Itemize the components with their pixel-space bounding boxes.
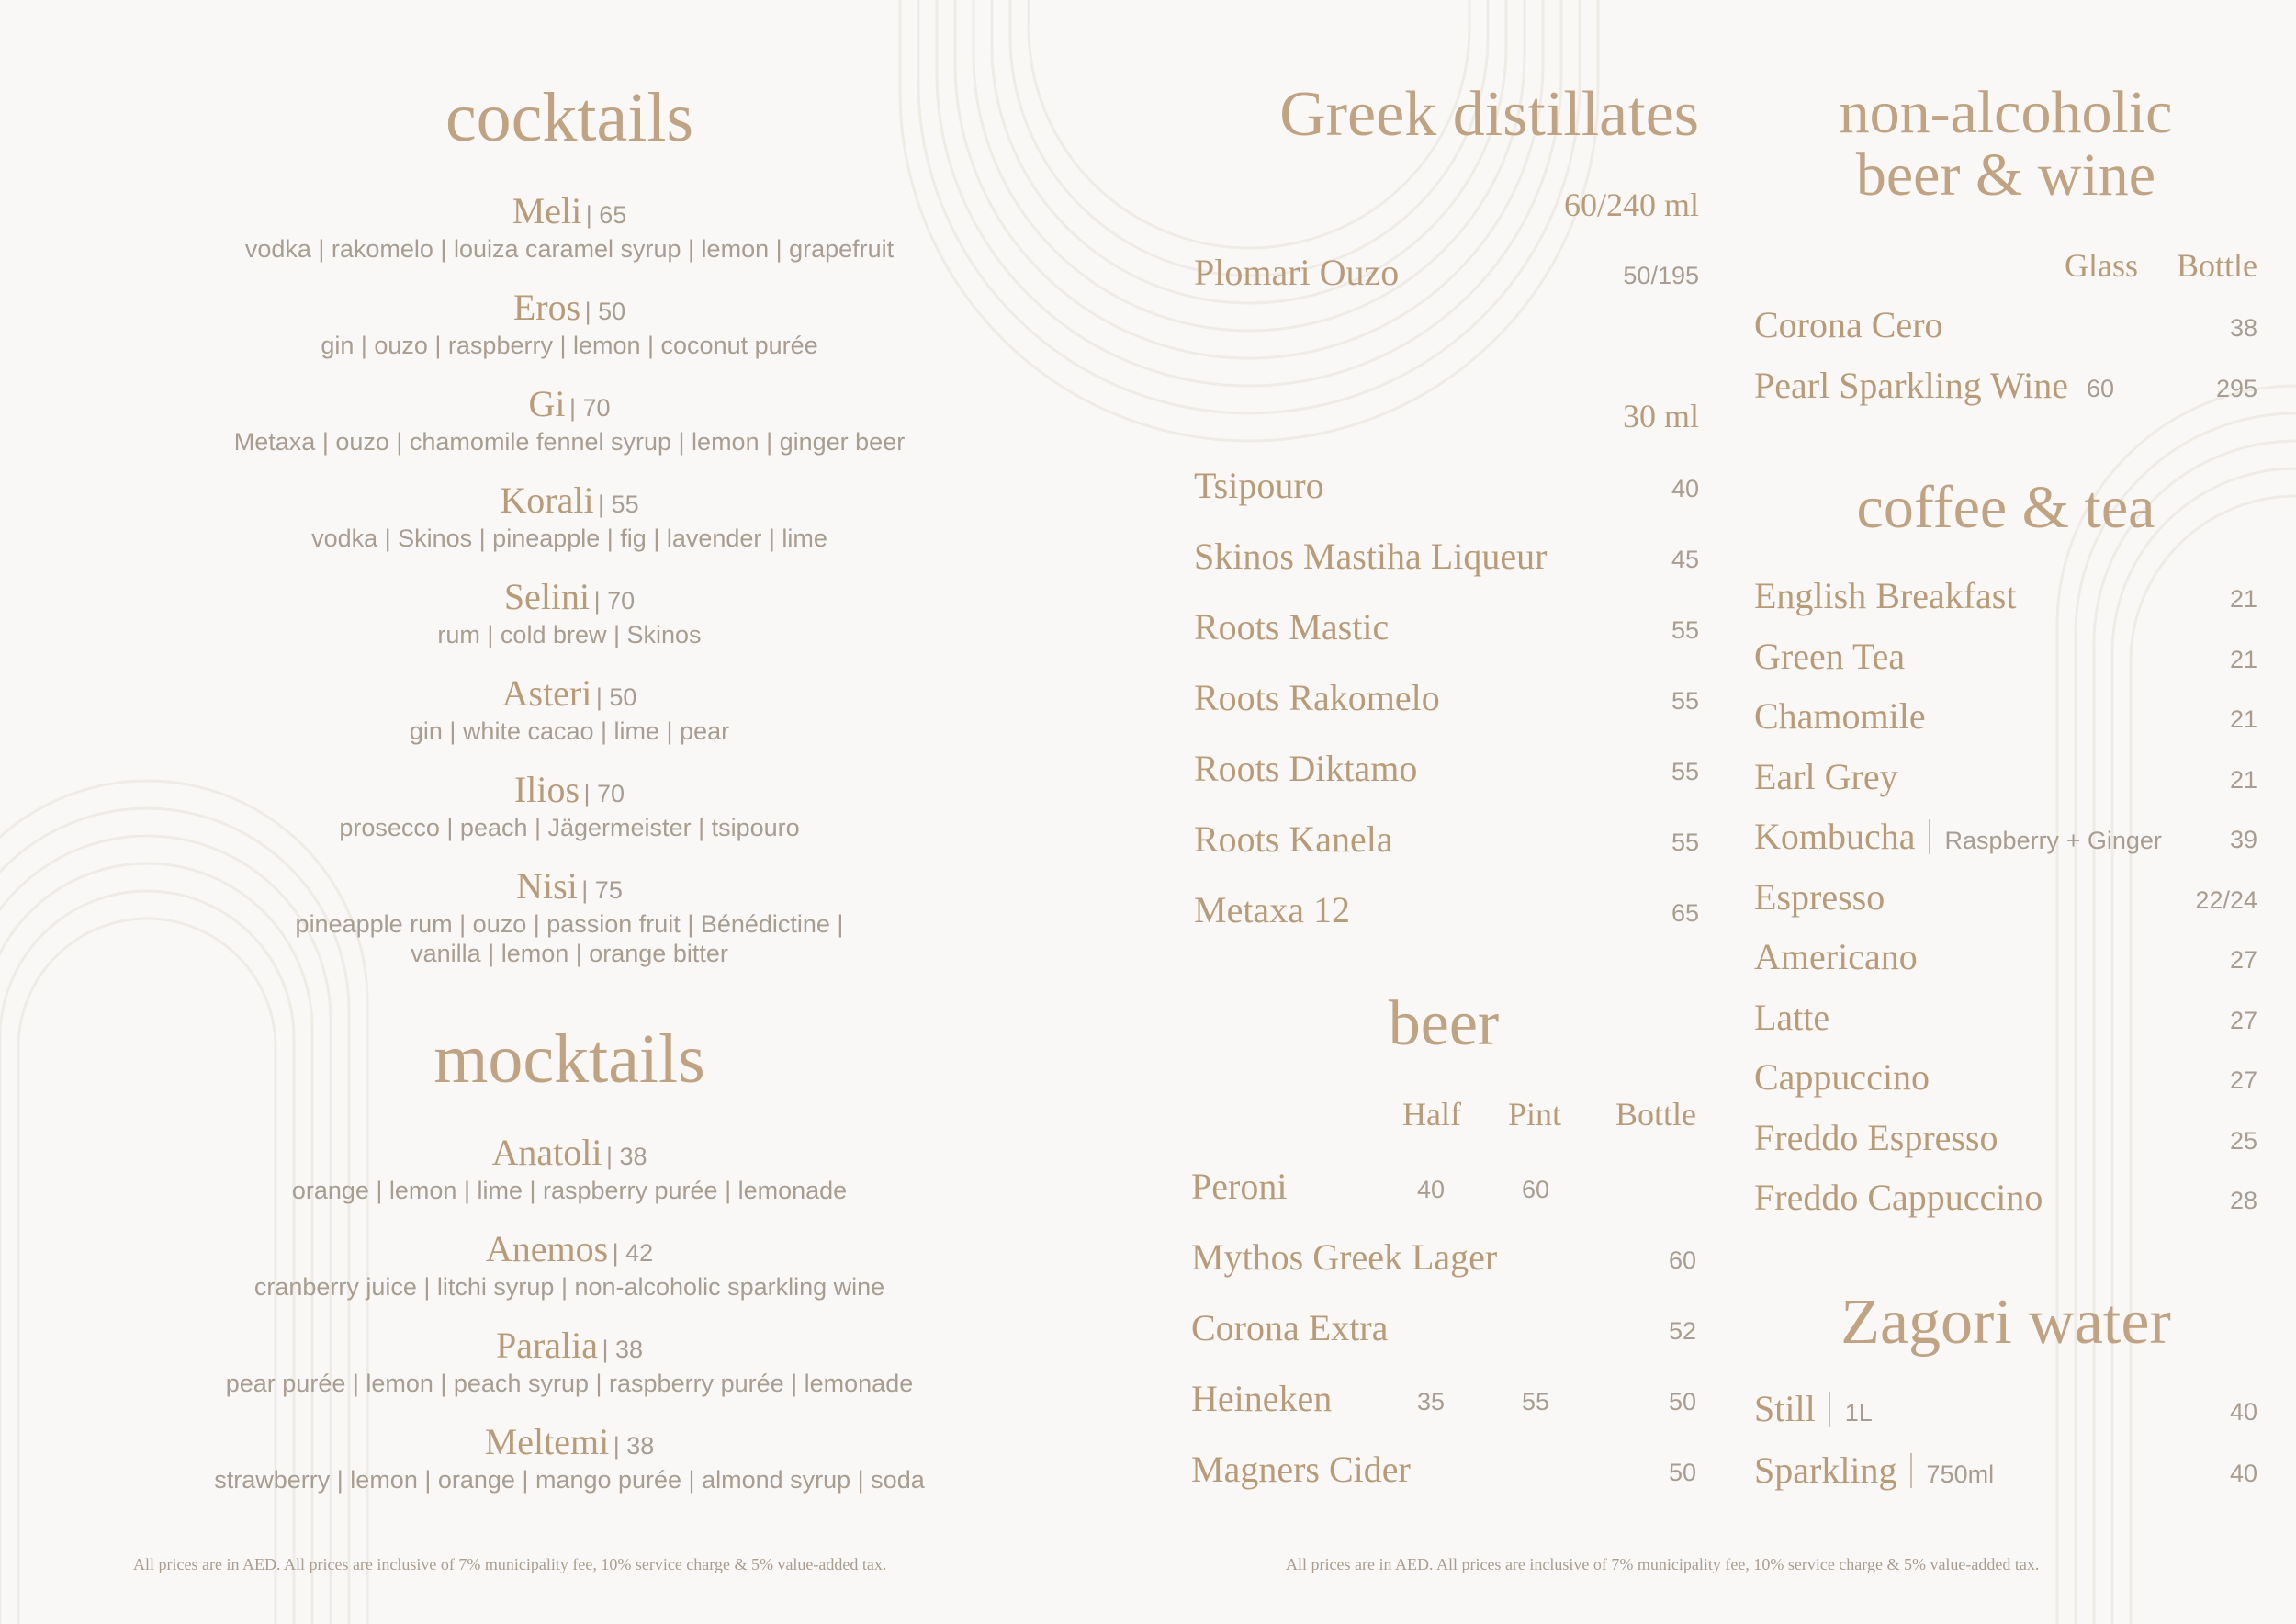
item-name: Korali xyxy=(500,479,594,521)
item-name-wrap xyxy=(1754,574,2017,617)
item-name-wrap xyxy=(1754,1387,1873,1430)
menu-item xyxy=(129,768,1010,842)
item-description-line2: vanilla | lemon | orange bitter xyxy=(411,940,728,967)
item-name: Peroni xyxy=(1191,1166,1288,1207)
item-price: | 42 xyxy=(612,1239,654,1267)
menu-row xyxy=(1754,1055,2257,1101)
item-name: Pearl Sparkling Wine xyxy=(1754,365,2069,406)
water-section xyxy=(1754,1287,2257,1511)
item-note: 1L xyxy=(1844,1399,1873,1427)
item-note: Raspberry + Ginger xyxy=(1944,827,2162,854)
menu-item xyxy=(129,864,1010,968)
menu-row xyxy=(1194,818,1699,863)
menu-row xyxy=(1754,303,2257,349)
menu-row xyxy=(1191,1448,1696,1494)
item-name-wrap xyxy=(1754,935,1918,978)
item-name: Magners Cider xyxy=(1191,1449,1411,1490)
item-name: Freddo Cappuccino xyxy=(1754,1177,2043,1218)
menu-item xyxy=(129,1227,1010,1302)
footer-note-right: All prices are in AED. All prices are inclusive of 7% municipality fee, 10% service charge & 5% value-added tax. xyxy=(1286,1555,2040,1573)
item-price: 27 xyxy=(2229,1006,2257,1034)
item-name: Corona Extra xyxy=(1191,1307,1389,1348)
item-title-line xyxy=(129,1227,1010,1270)
item-price-half: 35 xyxy=(1417,1388,1446,1415)
footer-note-left: All prices are in AED. All prices are inclusive of 7% municipality fee, 10% service charge & 5% value-added tax. xyxy=(133,1555,887,1573)
item-name: Earl Grey xyxy=(1754,755,1898,797)
item-price: | 75 xyxy=(581,876,623,904)
item-description: orange | lemon | lime | raspberry purée | lemonade xyxy=(291,1177,848,1204)
menu-row xyxy=(1754,815,2257,861)
size-header-30: 30 ml xyxy=(1622,398,1699,434)
item-name: Ilios xyxy=(513,769,580,810)
cocktails-list xyxy=(129,189,1010,968)
item-price: 55 xyxy=(1671,687,1699,715)
item-price: 55 xyxy=(1671,758,1699,785)
menu-item xyxy=(129,382,1010,457)
item-price-bottle: 60 xyxy=(1668,1246,1696,1274)
item-name: Corona Cero xyxy=(1754,304,1943,345)
item-title-line xyxy=(129,671,1010,715)
item-name: English Breakfast xyxy=(1754,575,2017,616)
item-description: pear purée | lemon | peach syrup | raspberry purée | lemonade xyxy=(225,1370,914,1397)
item-price: 65 xyxy=(1671,899,1699,927)
beer-header-pint: Pint xyxy=(1508,1096,1562,1133)
item-name: Plomari Ouzo xyxy=(1194,252,1400,293)
item-name: Nisi xyxy=(516,865,578,907)
item-price: 55 xyxy=(1671,829,1699,856)
menu-row xyxy=(1194,251,1699,297)
beer-header-bottle: Bottle xyxy=(1615,1096,1696,1133)
item-title-line xyxy=(129,768,1010,811)
greek-distillates-title: Greek distillates xyxy=(1279,79,1699,150)
menu-row xyxy=(1194,464,1699,510)
item-name: Roots Kanela xyxy=(1194,818,1393,860)
item-price: | 70 xyxy=(593,587,636,615)
menu-row xyxy=(1191,1377,1696,1423)
item-price: 28 xyxy=(2229,1187,2257,1214)
item-name: Anatoli xyxy=(491,1132,602,1173)
item-price: 21 xyxy=(2229,765,2257,794)
separator-bar xyxy=(1910,1453,1912,1488)
non-alcoholic-section xyxy=(1754,79,2257,413)
item-price-bottle: 295 xyxy=(2215,375,2257,402)
item-title-line xyxy=(129,286,1010,329)
coffee-tea-title: coffee & tea xyxy=(1856,474,2155,541)
item-price: | 65 xyxy=(585,201,627,229)
menu-row xyxy=(1191,1165,1696,1211)
menu-row xyxy=(1194,676,1699,722)
item-name-wrap xyxy=(1754,1449,1994,1492)
cocktails-section xyxy=(129,0,1010,990)
item-name: Americano xyxy=(1754,936,1918,977)
item-title-line xyxy=(129,479,1010,522)
item-name: Tsipouro xyxy=(1194,465,1324,506)
item-price: | 70 xyxy=(568,394,611,422)
menu-row xyxy=(1754,364,2257,410)
item-name: Asteri xyxy=(501,672,592,714)
item-price: 50/195 xyxy=(1623,262,1699,289)
size-header-60-240: 60/240 ml xyxy=(1563,186,1699,223)
separator-bar xyxy=(1829,1392,1830,1427)
item-price: | 38 xyxy=(613,1432,655,1460)
item-name-wrap xyxy=(1754,1176,2043,1219)
item-price: | 50 xyxy=(595,683,637,711)
item-name: Espresso xyxy=(1754,875,1885,918)
menu-item xyxy=(129,479,1010,553)
item-name-wrap xyxy=(1754,996,1829,1039)
menu-item xyxy=(129,286,1010,360)
item-name: Mythos Greek Lager xyxy=(1191,1236,1498,1278)
menu-row xyxy=(1754,755,2257,801)
item-title-line xyxy=(129,1420,1010,1463)
menu-row xyxy=(1754,1387,2257,1433)
item-name-wrap xyxy=(1754,815,2162,858)
item-price: 40 xyxy=(1671,475,1699,502)
item-price: 45 xyxy=(1671,546,1699,573)
item-name: Anemos xyxy=(485,1228,609,1269)
item-price: | 55 xyxy=(598,491,639,518)
item-price: | 38 xyxy=(605,1143,647,1170)
menu-item xyxy=(129,1420,1010,1494)
water-title: Zagori water xyxy=(1840,1287,2171,1358)
item-price: | 70 xyxy=(583,780,625,807)
item-description: gin | ouzo | raspberry | lemon | coconut purée xyxy=(321,332,818,359)
menu-row xyxy=(1754,1116,2257,1162)
non-alcoholic-title-line1: non-alcoholic xyxy=(1839,79,2173,146)
greek-distillates-section xyxy=(1194,79,1699,946)
item-price: 40 xyxy=(2229,1398,2257,1426)
cocktails-title: cocktails xyxy=(445,79,694,156)
item-name: Sparkling xyxy=(1754,1449,1897,1491)
menu-item xyxy=(129,575,1010,649)
menu-item xyxy=(129,1324,1010,1398)
item-description: prosecco | peach | Jägermeister | tsipouro xyxy=(339,814,800,841)
item-price-bottle: 50 xyxy=(1668,1388,1696,1415)
item-description: gin | white cacao | lime | pear xyxy=(409,717,730,745)
item-name: Selini xyxy=(503,576,591,617)
item-name: Gi xyxy=(528,383,566,424)
item-name: Paralia xyxy=(495,1325,599,1366)
item-name: Latte xyxy=(1754,996,1830,1038)
menu-row xyxy=(1191,1235,1696,1281)
item-price-half: 40 xyxy=(1417,1176,1446,1203)
menu-row xyxy=(1754,1449,2257,1494)
mocktails-section xyxy=(129,1021,1010,1517)
nonalc-header-glass: Glass xyxy=(2065,247,2138,284)
mocktails-list xyxy=(129,1131,1010,1494)
menu-row xyxy=(1194,888,1699,934)
item-description: cranberry juice | litchi syrup | non-alcoholic sparkling wine xyxy=(253,1273,885,1301)
item-price-bottle: 50 xyxy=(1668,1459,1696,1486)
item-description: Metaxa | ouzo | chamomile fennel syrup | lemon | ginger beer xyxy=(233,428,906,456)
item-name-wrap xyxy=(1754,635,1905,678)
menu-row xyxy=(1754,996,2257,1042)
item-name-wrap xyxy=(1754,875,1885,919)
menu-row xyxy=(1754,875,2257,921)
item-price: 40 xyxy=(2229,1460,2257,1487)
item-title-line xyxy=(129,382,1010,425)
item-description: strawberry | lemon | orange | mango purée | almond syrup | soda xyxy=(214,1466,925,1494)
item-name: Kombucha xyxy=(1754,816,1916,857)
item-name: Meli xyxy=(512,190,582,231)
item-description: vodka | rakomelo | louiza caramel syrup | lemon | grapefruit xyxy=(244,235,895,263)
item-title-line xyxy=(129,1324,1010,1367)
item-price: 39 xyxy=(2229,826,2257,853)
item-price-bottle: 52 xyxy=(1668,1317,1696,1345)
item-name: Roots Diktamo xyxy=(1194,748,1418,789)
item-price: 25 xyxy=(2229,1126,2257,1155)
item-name-wrap xyxy=(1754,1116,1998,1159)
menu-row xyxy=(1194,747,1699,793)
item-name: Chamomile xyxy=(1754,695,1926,737)
item-price: 55 xyxy=(1671,616,1699,644)
item-name: Eros xyxy=(512,287,581,328)
item-title-line xyxy=(129,864,1010,908)
item-name: Meltemi xyxy=(484,1421,610,1462)
item-name: Still xyxy=(1754,1388,1816,1429)
item-name-wrap xyxy=(1754,694,1926,738)
menu-row xyxy=(1194,535,1699,581)
item-price: 27 xyxy=(2229,946,2257,974)
menu-row xyxy=(1754,635,2257,681)
item-price-pint: 60 xyxy=(1522,1176,1550,1203)
item-price-pint: 55 xyxy=(1522,1388,1550,1415)
menu-row xyxy=(1194,605,1699,651)
item-name: Freddo Espresso xyxy=(1754,1116,1998,1158)
item-price: 22/24 xyxy=(2195,885,2257,914)
item-name: Green Tea xyxy=(1754,635,1906,677)
item-name: Roots Mastic xyxy=(1194,606,1390,648)
menu-item xyxy=(129,1131,1010,1205)
item-name-wrap xyxy=(1754,755,1898,798)
item-title-line xyxy=(129,1131,1010,1174)
mocktails-title: mocktails xyxy=(433,1021,705,1098)
beer-header-half: Half xyxy=(1402,1096,1461,1133)
menu-row xyxy=(1754,935,2257,981)
item-name: Skinos Mastiha Liqueur xyxy=(1194,536,1548,577)
menu-item xyxy=(129,189,1010,264)
item-name: Roots Rakomelo xyxy=(1194,677,1440,718)
beer-title: beer xyxy=(1388,988,1500,1059)
item-price: 21 xyxy=(2229,585,2257,613)
item-description: vodka | Skinos | pineapple | fig | lavender | lime xyxy=(311,524,827,552)
item-name: Heineken xyxy=(1191,1378,1333,1419)
menu-row xyxy=(1191,1306,1696,1352)
item-price-glass: 60 xyxy=(2087,375,2115,402)
item-description: pineapple rum | ouzo | passion fruit | Bénédictine | xyxy=(295,910,844,938)
item-price: | 50 xyxy=(584,298,626,325)
item-name: Metaxa 12 xyxy=(1194,889,1350,930)
item-price-bottle: 38 xyxy=(2229,314,2257,342)
item-name-wrap xyxy=(1754,1055,1930,1099)
item-name: Cappuccino xyxy=(1754,1056,1930,1098)
item-price: 27 xyxy=(2229,1066,2257,1094)
item-price: 21 xyxy=(2229,645,2257,673)
item-description: rum | cold brew | Skinos xyxy=(437,621,702,648)
menu-row xyxy=(1754,574,2257,620)
item-title-line xyxy=(129,189,1010,232)
menu-row xyxy=(1754,694,2257,740)
item-price: | 38 xyxy=(602,1336,644,1363)
non-alcoholic-title-line2: beer & wine xyxy=(1855,141,2156,209)
beer-section xyxy=(1191,988,1696,1506)
menu-item xyxy=(129,671,1010,746)
item-title-line xyxy=(129,575,1010,618)
coffee-tea-section xyxy=(1754,474,2257,1231)
item-note: 750ml xyxy=(1926,1460,1995,1488)
nonalc-header-bottle: Bottle xyxy=(2177,247,2257,284)
menu-row xyxy=(1754,1176,2257,1222)
separator-bar xyxy=(1929,819,1930,854)
item-price: 21 xyxy=(2229,705,2257,733)
